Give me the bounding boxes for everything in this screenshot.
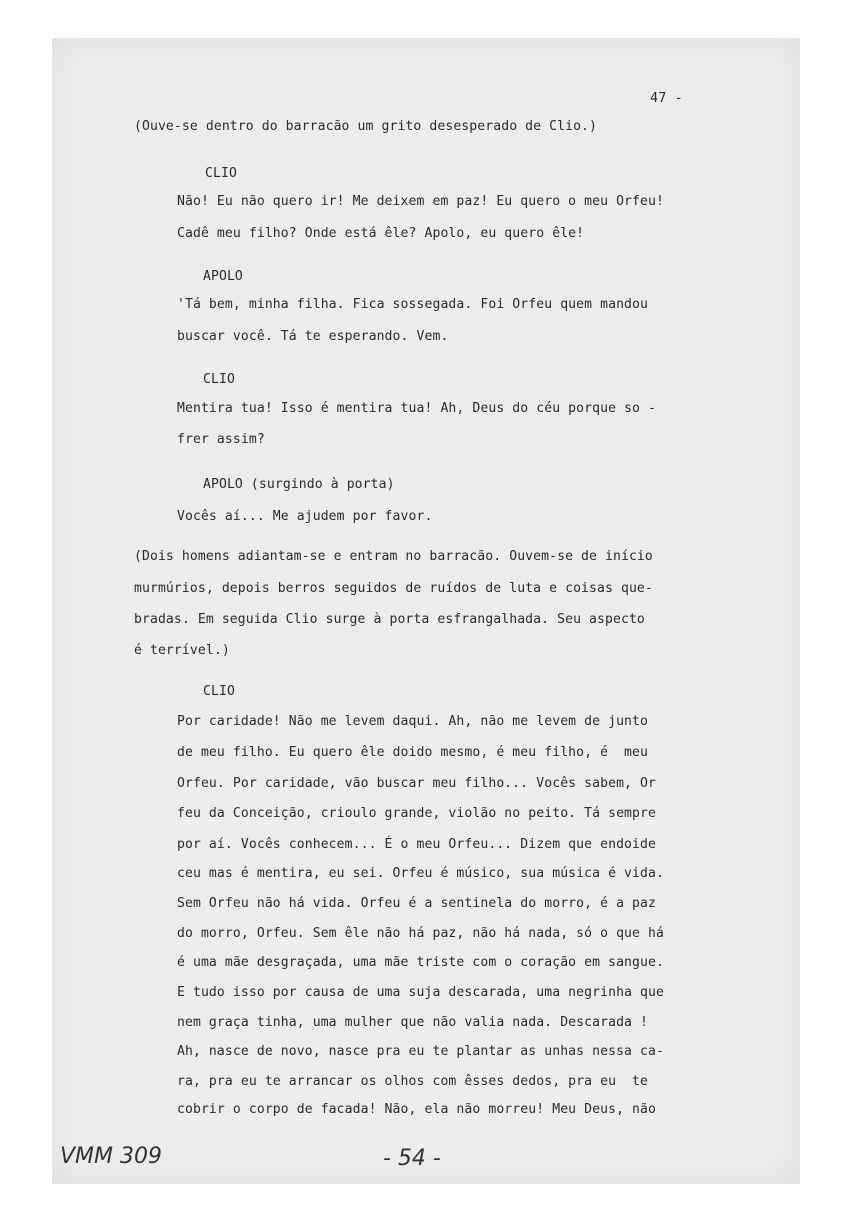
dialogue-line: Por caridade! Não me levem daqui. Ah, não me levem de junto [177,714,649,729]
stage-direction-line: bradas. Em seguida Clio surge à porta esfrangalhada. Seu aspecto [134,612,645,627]
dialogue-line: do morro, Orfeu. Sem êle não há paz, não há nada, só o que há [177,926,664,941]
dialogue-line: por aí. Vocês conhecem... É o meu Orfeu... Dizem que endoide [177,837,656,852]
handwritten-catalog-number: VMM 309 [60,1144,162,1169]
dialogue-line: feu da Conceição, crioulo grande, violão no peito. Tá sempre [177,806,656,821]
dialogue-line: ra, pra eu te arrancar os olhos com êsses dedos, pra eu te [177,1074,649,1089]
dialogue-line: Ah, nasce de novo, nasce pra eu te plantar as unhas nessa ca- [177,1044,664,1059]
dialogue-line: nem graça tinha, uma mulher que não valia nada. Descarada ! [177,1015,649,1030]
dialogue-line: de meu filho. Eu quero êle doido mesmo, é meu filho, é meu [177,745,649,760]
dialogue-line: Não! Eu não quero ir! Me deixem em paz! Eu quero o meu Orfeu! [177,194,664,209]
dialogue-line: Sem Orfeu não há vida. Orfeu é a sentinela do morro, é a paz [177,896,656,911]
stage-direction-line: (Dois homens adiantam-se e entram no barracão. Ouvem-se de início [134,549,653,564]
stage-direction-line: é terrível.) [134,643,230,658]
dialogue-line: Orfeu. Por caridade, vão buscar meu filho... Vocês sabem, Or [177,776,656,791]
dialogue-line: frer assim? [177,432,265,447]
dialogue-line: buscar você. Tá te esperando. Vem. [177,329,449,344]
speaker-name: APOLO (surgindo à porta) [203,477,395,492]
stage-direction-line: (Ouve-se dentro do barracão um grito desesperado de Clio.) [134,119,598,134]
dialogue-line: ceu mas é mentira, eu sei. Orfeu é músico, sua música é vida. [177,866,664,881]
dialogue-line: 'Tá bem, minha filha. Fica sossegada. Foi Orfeu quem mandou [177,297,649,312]
handwritten-page-number: - 54 - [383,1146,441,1171]
speaker-name: CLIO [203,372,235,387]
dialogue-line: Vocês aí... Me ajudem por favor. [177,509,433,524]
speaker-name: CLIO [205,166,237,181]
dialogue-line: Mentira tua! Isso é mentira tua! Ah, Deus do céu porque so - [177,401,656,416]
dialogue-line: Cadê meu filho? Onde está êle? Apolo, eu quero êle! [177,226,585,241]
page-number: 47 - [650,90,683,106]
speaker-name: APOLO [203,269,243,284]
speaker-name: CLIO [203,684,235,699]
dialogue-line: E tudo isso por causa de uma suja descarada, uma negrinha que [177,985,664,1000]
stage-direction-line: murmúrios, depois berros seguidos de ruídos de luta e coisas que- [134,581,653,596]
dialogue-line: cobrir o corpo de facada! Não, ela não morreu! Meu Deus, não [177,1102,656,1117]
dialogue-line: é uma mãe desgraçada, uma mãe triste com o coração em sangue. [177,955,664,970]
